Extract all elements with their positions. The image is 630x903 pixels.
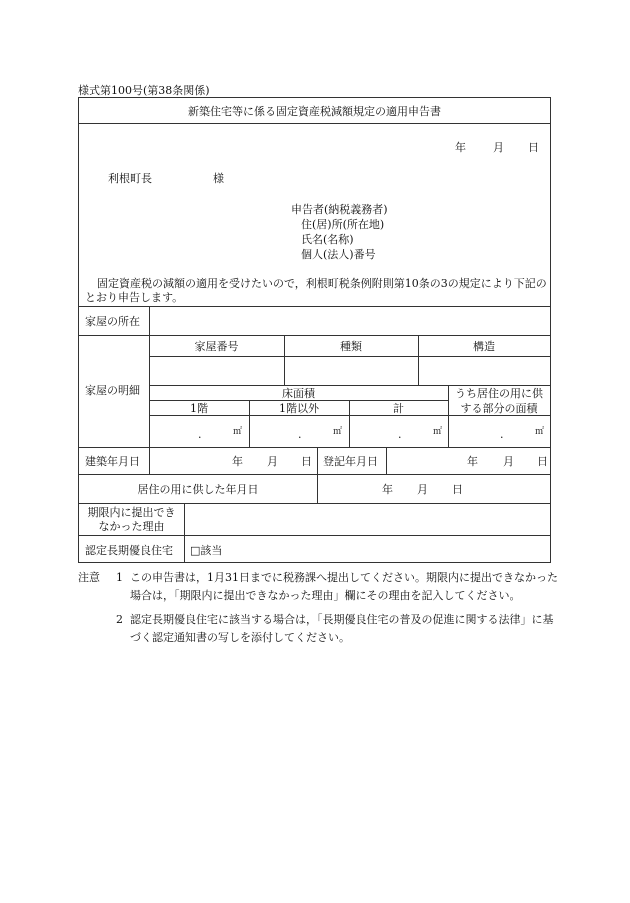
residential-area-header-2: する部分の面積 (460, 402, 538, 415)
residential-unit: ㎡ (535, 427, 545, 437)
residence-divider (79, 503, 550, 504)
built-day: 日 (301, 455, 312, 468)
date-year: 年 (455, 141, 466, 154)
addressee-honorific: 様 (213, 172, 224, 185)
residence-day: 日 (452, 483, 463, 496)
registered-day: 日 (537, 455, 548, 468)
details-label: 家屋の明細 (85, 384, 140, 397)
other-floors-header: 1階以外 (279, 402, 319, 415)
residence-date-label: 居住の用に供した年月日 (137, 483, 259, 496)
other-floors-unit: ㎡ (333, 427, 343, 437)
built-year: 年 (232, 455, 243, 468)
label-col-line (149, 306, 150, 447)
note-text: この申告書は，1月31日までに税務課へ提出してください。期限内に提出できなかった場合は，「期限内に提出できなかった理由」欄にその理由を記入してください。 (130, 571, 558, 602)
house-number-header: 家屋番号 (194, 340, 239, 353)
built-date-label: 建築年月日 (85, 455, 140, 468)
addressee-town: 利根町長 (108, 172, 152, 185)
floor-area-divider (149, 400, 448, 401)
note-text: 認定長期優良住宅に該当する場合は，「長期優良住宅の普及の促進に関する法律」に基づく認定通知書の写しを添付してください。 (130, 613, 554, 644)
residence-year: 年 (382, 483, 393, 496)
date-month: 月 (493, 141, 504, 154)
location-label: 家屋の所在 (85, 315, 140, 328)
total-unit: ㎡ (433, 427, 443, 437)
applicant-role: 申告者(納税義務者) (291, 203, 388, 216)
structure-header: 構造 (473, 340, 495, 353)
registered-year: 年 (467, 455, 478, 468)
certified-label: 認定長期優良住宅 (85, 544, 173, 557)
residential-area-header-1: うち居住の用に供 (455, 387, 543, 400)
applicant-number-label: 個人(法人)番号 (301, 248, 376, 261)
note-item (78, 611, 558, 647)
notes-section (78, 569, 558, 647)
built-month: 月 (267, 455, 278, 468)
application-statement: 固定資産税の減額の適用を受けたいので，利根町税条例附則第10条の3の規定により下記のとおり申告します。 (85, 277, 547, 304)
registered-value-line (386, 447, 387, 474)
note-item (78, 569, 558, 605)
floor1-dot: . (198, 428, 202, 441)
applicant-address-label: 住(居)所(所在地) (301, 218, 385, 231)
note-number: 1 (116, 571, 123, 584)
built-label-line (149, 447, 150, 474)
note-number: 2 (116, 613, 123, 626)
built-divider (79, 474, 550, 475)
registered-col-line (317, 447, 318, 503)
applicant-name-label: 氏名(名称) (301, 233, 354, 246)
residence-month: 月 (417, 483, 428, 496)
total-dot: . (398, 428, 402, 441)
date-day: 日 (528, 141, 539, 154)
certified-checkbox[interactable]: □該当 (190, 544, 223, 557)
registered-month: 月 (503, 455, 514, 468)
form-title: 新築住宅等に係る固定資産税減額規定の適用申告書 (188, 105, 441, 118)
title-divider (79, 123, 550, 124)
floor1-unit: ㎡ (233, 427, 243, 437)
late-reason-label-2: なかった理由 (98, 520, 165, 533)
other-floors-dot: . (298, 428, 302, 441)
details-row-divider (149, 385, 550, 386)
floor-area-header: 床面積 (282, 387, 315, 400)
details-header-divider (149, 356, 550, 357)
residential-dot: . (500, 428, 504, 441)
late-reason-divider (79, 535, 550, 536)
late-reason-col-line (184, 503, 185, 562)
application-form (78, 97, 551, 563)
late-reason-label-1: 期限内に提出でき (87, 506, 176, 519)
form-caption: 様式第100号(第38条関係) (78, 84, 210, 97)
notes-label: 注意 (78, 571, 100, 584)
floor1-header: 1階 (190, 402, 208, 415)
registered-date-label: 登記年月日 (323, 455, 378, 468)
total-header: 計 (393, 402, 404, 415)
kind-header: 種類 (340, 340, 362, 353)
